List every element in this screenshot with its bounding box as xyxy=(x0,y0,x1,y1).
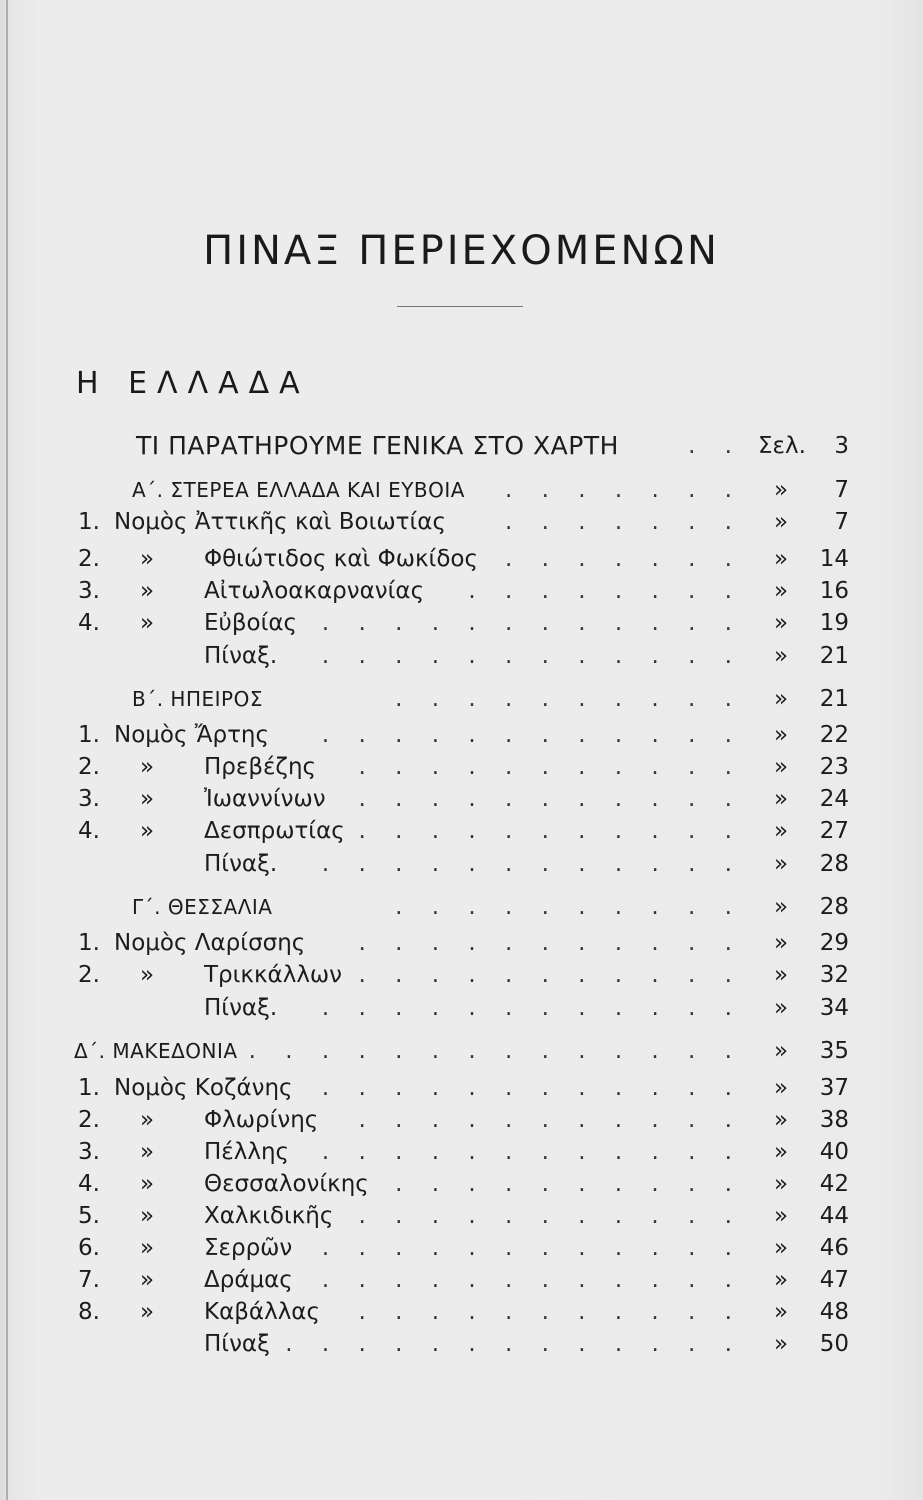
toc-entry-row xyxy=(0,783,923,815)
toc-entry-row xyxy=(0,1296,923,1328)
leader-dots: . . . . . . . . . . . . . xyxy=(285,1331,743,1357)
toc-chapter-row xyxy=(0,1035,923,1067)
toc-entry-row xyxy=(0,719,923,751)
page-number: 19 xyxy=(819,610,849,636)
page-number: 40 xyxy=(819,1139,849,1165)
ditto-mark: » xyxy=(140,1203,155,1229)
title-divider xyxy=(397,306,523,307)
ditto-mark: » xyxy=(140,754,155,780)
ditto-mark: » xyxy=(140,818,155,844)
leader-dots: . . . . . . . . . . . xyxy=(358,930,743,956)
toc-chapter-row xyxy=(0,474,923,506)
entry-title: Νομὸς Ἀττικῆς καὶ Βοιωτίας xyxy=(114,509,446,535)
entry-title: Πρεβέζης xyxy=(204,754,317,780)
entry-title: Χαλκιδικῆς xyxy=(204,1203,334,1229)
page-number: 16 xyxy=(819,578,849,604)
ditto-page-mark: » xyxy=(774,1139,789,1165)
page-number: 23 xyxy=(819,754,849,780)
ditto-page-mark: » xyxy=(774,995,789,1021)
ditto-mark: » xyxy=(140,1299,155,1325)
ditto-page-mark: » xyxy=(774,786,789,812)
page-number: 35 xyxy=(819,1038,849,1064)
page-number: 24 xyxy=(819,786,849,812)
entry-title: Νομὸς Λαρίσσης xyxy=(114,930,306,956)
entry-title: Πίναξ. xyxy=(204,851,278,877)
ditto-page-mark: » xyxy=(774,509,789,535)
ditto-mark: » xyxy=(140,1171,155,1197)
entry-number: 8. xyxy=(78,1299,100,1325)
leader-dots: . . . . . . . . . . xyxy=(395,1171,743,1197)
ditto-page-mark: » xyxy=(774,930,789,956)
entry-title: Φθιώτιδος καὶ Φωκίδος xyxy=(204,546,478,572)
leader-dots: . . . . . . . . . . xyxy=(395,894,743,920)
chapter-title: Δ΄. ΜΑΚΕΔΟΝΙΑ xyxy=(74,1039,238,1063)
ditto-page-mark: » xyxy=(774,851,789,877)
ditto-page-mark: » xyxy=(774,1203,789,1229)
entry-title: Τρικκάλλων xyxy=(204,962,343,988)
toc-entry-row xyxy=(0,815,923,847)
entry-number: 1. xyxy=(78,1075,100,1101)
toc-intro-text: ΤΙ ΠΑΡΑΤΗΡΟΥΜΕ ΓΕΝΙΚΑ ΣΤΟ ΧΑΡΤΗ xyxy=(136,431,619,460)
toc-index-row xyxy=(0,640,923,672)
toc-entry-row xyxy=(0,607,923,639)
leader-dots: . . . . . . . . . . . . xyxy=(321,995,743,1021)
page-number: 38 xyxy=(819,1107,849,1133)
entry-number: 7. xyxy=(78,1267,100,1293)
entry-title: Πέλλης xyxy=(204,1139,290,1165)
page-number: 27 xyxy=(819,818,849,844)
page-number: 14 xyxy=(819,546,849,572)
page-number: 21 xyxy=(819,643,849,669)
entry-number: 3. xyxy=(78,578,100,604)
entry-number: 2. xyxy=(78,962,100,988)
ditto-mark: » xyxy=(140,578,155,604)
leader-dots: . . . . . . . . . . . . xyxy=(321,610,743,636)
toc-entry-row xyxy=(0,751,923,783)
entry-number: 1. xyxy=(78,509,100,535)
leader-dots: . . . . . . . xyxy=(504,509,743,535)
toc-intro-row xyxy=(0,430,923,462)
toc-entry-row xyxy=(0,506,923,538)
section-heading: Η ΕΛΛΑΔΑ xyxy=(76,366,310,401)
ditto-mark: » xyxy=(140,546,155,572)
toc-chapter-row xyxy=(0,891,923,923)
leader-dots: . . . . . . . xyxy=(504,477,743,503)
entry-number: 1. xyxy=(78,722,100,748)
ditto-page-mark: » xyxy=(774,1331,789,1357)
leader-dots: . . . . . . . . . . . . xyxy=(321,1235,743,1261)
ditto-page-mark: » xyxy=(774,578,789,604)
ditto-mark: » xyxy=(140,1267,155,1293)
ditto-mark: » xyxy=(140,1139,155,1165)
entry-title: Εὐβοίας xyxy=(204,610,298,636)
entry-number: 4. xyxy=(78,818,100,844)
entry-title: Πίναξ. xyxy=(204,995,278,1021)
entry-title: Δράμας xyxy=(204,1267,293,1293)
entry-title: Φλωρίνης xyxy=(204,1107,319,1133)
toc-index-row xyxy=(0,1328,923,1360)
entry-title: Πίναξ. xyxy=(204,643,278,669)
toc-entry-row xyxy=(0,1264,923,1296)
ditto-page-mark: » xyxy=(774,894,789,920)
ditto-mark: » xyxy=(140,610,155,636)
page-number: 46 xyxy=(819,1235,849,1261)
entry-number: 3. xyxy=(78,1139,100,1165)
entry-title: Νομὸς Κοζάνης xyxy=(114,1075,293,1101)
entry-number: 1. xyxy=(78,930,100,956)
page-number: 7 xyxy=(834,477,849,503)
ditto-page-mark: » xyxy=(774,962,789,988)
page-number: 32 xyxy=(819,962,849,988)
leader-dots: . . . . . . . . xyxy=(468,578,743,604)
entry-title: Δεσπρωτίας xyxy=(204,818,345,844)
leader-dots: . . . . . . . . . . . . xyxy=(321,1139,743,1165)
toc-entry-row xyxy=(0,1072,923,1104)
leader-dots: . . . . . . . . . . . xyxy=(358,962,743,988)
toc-index-row xyxy=(0,848,923,880)
entry-title: Σερρῶν xyxy=(204,1235,293,1261)
leader-dots: . . . . . . . . . . . xyxy=(358,1299,743,1325)
leader-dots: . . . . . . . . . . . xyxy=(358,754,743,780)
leader-dots: . . . . . . . . . . . . xyxy=(321,722,743,748)
leader-dots: . . . . . . . . . . . . xyxy=(321,851,743,877)
entry-title: Καβάλλας xyxy=(204,1299,320,1325)
leader-dots: . . . . . . . . . . . . xyxy=(321,643,743,669)
page-number: 47 xyxy=(819,1267,849,1293)
page-number: 34 xyxy=(819,995,849,1021)
page-number: 44 xyxy=(819,1203,849,1229)
entry-title: Αἰτωλοακαρνανίας xyxy=(204,578,425,604)
page-number: 50 xyxy=(819,1331,849,1357)
entry-title: Θεσσαλονίκης xyxy=(204,1171,369,1197)
ditto-page-mark: » xyxy=(774,477,789,503)
toc-entry-row xyxy=(0,543,923,575)
ditto-page-mark: » xyxy=(774,686,789,712)
toc-entry-row xyxy=(0,927,923,959)
ditto-page-mark: » xyxy=(774,818,789,844)
entry-number: 5. xyxy=(78,1203,100,1229)
entry-title: Ἰωαννίνων xyxy=(204,786,326,812)
page-number: 3 xyxy=(834,433,849,459)
ditto-mark: » xyxy=(140,1235,155,1261)
toc-entry-row xyxy=(0,575,923,607)
page-title: ΠΙΝΑΞ ΠΕΡΙΕΧΟΜΕΝΩΝ xyxy=(203,228,720,274)
page-number: 21 xyxy=(819,686,849,712)
toc-entry-row xyxy=(0,1168,923,1200)
ditto-page-mark: » xyxy=(774,754,789,780)
entry-number: 4. xyxy=(78,610,100,636)
ditto-mark: » xyxy=(140,786,155,812)
chapter-title: Γ΄. ΘΕΣΣΑΛΙΑ xyxy=(132,895,273,919)
leader-dots: . . . . . . . . . . xyxy=(395,686,743,712)
ditto-page-mark: » xyxy=(774,1267,789,1293)
entry-number: 2. xyxy=(78,754,100,780)
leader-dots: . . . . . . . . . . . . xyxy=(321,1267,743,1293)
page-number: 7 xyxy=(834,509,849,535)
ditto-page-mark: » xyxy=(774,1075,789,1101)
page-number: 48 xyxy=(819,1299,849,1325)
page-number: 28 xyxy=(819,894,849,920)
page-number: 22 xyxy=(819,722,849,748)
entry-title: Πίναξ xyxy=(204,1331,270,1357)
leader-dots: . . . . . . . . . . . xyxy=(358,1203,743,1229)
page-number: 28 xyxy=(819,851,849,877)
leader-dots: . . . . . . . . . . . . . . xyxy=(248,1038,743,1064)
page-number: 37 xyxy=(819,1075,849,1101)
chapter-title: Β΄. ΗΠΕΙΡΟΣ xyxy=(132,687,263,711)
ditto-page-mark: » xyxy=(774,722,789,748)
entry-title: Νομὸς Ἄρτης xyxy=(114,722,270,748)
leader-dots: . . . . . . . . . . . xyxy=(358,1107,743,1133)
chapter-title: Α΄. ΣΤΕΡΕΑ ΕΛΛΑΔΑ ΚΑΙ ΕΥΒΟΙΑ xyxy=(132,478,465,502)
ditto-mark: » xyxy=(140,962,155,988)
ditto-page-mark: » xyxy=(774,610,789,636)
entry-number: 2. xyxy=(78,546,100,572)
ditto-page-mark: » xyxy=(774,546,789,572)
entry-number: 2. xyxy=(78,1107,100,1133)
leader-dots: . . xyxy=(688,433,743,459)
leader-dots: . . . . . . . . . . . . xyxy=(321,1075,743,1101)
entry-number: 6. xyxy=(78,1235,100,1261)
leader-dots: . . . . . . . xyxy=(504,546,743,572)
entry-number: 4. xyxy=(78,1171,100,1197)
page-label: Σελ. xyxy=(758,433,806,459)
ditto-page-mark: » xyxy=(774,1235,789,1261)
leader-dots: . . . . . . . . . . . xyxy=(358,786,743,812)
ditto-page-mark: » xyxy=(774,1038,789,1064)
page-number: 42 xyxy=(819,1171,849,1197)
ditto-page-mark: » xyxy=(774,643,789,669)
toc-entry-row xyxy=(0,1232,923,1264)
toc-entry-row xyxy=(0,1200,923,1232)
toc-entry-row xyxy=(0,1136,923,1168)
leader-dots: . . . . . . . . . . . xyxy=(358,818,743,844)
toc-index-row xyxy=(0,992,923,1024)
ditto-page-mark: » xyxy=(774,1299,789,1325)
ditto-mark: » xyxy=(140,1107,155,1133)
entry-number: 3. xyxy=(78,786,100,812)
toc-chapter-row xyxy=(0,683,923,715)
toc-entry-row xyxy=(0,1104,923,1136)
ditto-page-mark: » xyxy=(774,1171,789,1197)
page-number: 29 xyxy=(819,930,849,956)
toc-entry-row xyxy=(0,959,923,991)
ditto-page-mark: » xyxy=(774,1107,789,1133)
